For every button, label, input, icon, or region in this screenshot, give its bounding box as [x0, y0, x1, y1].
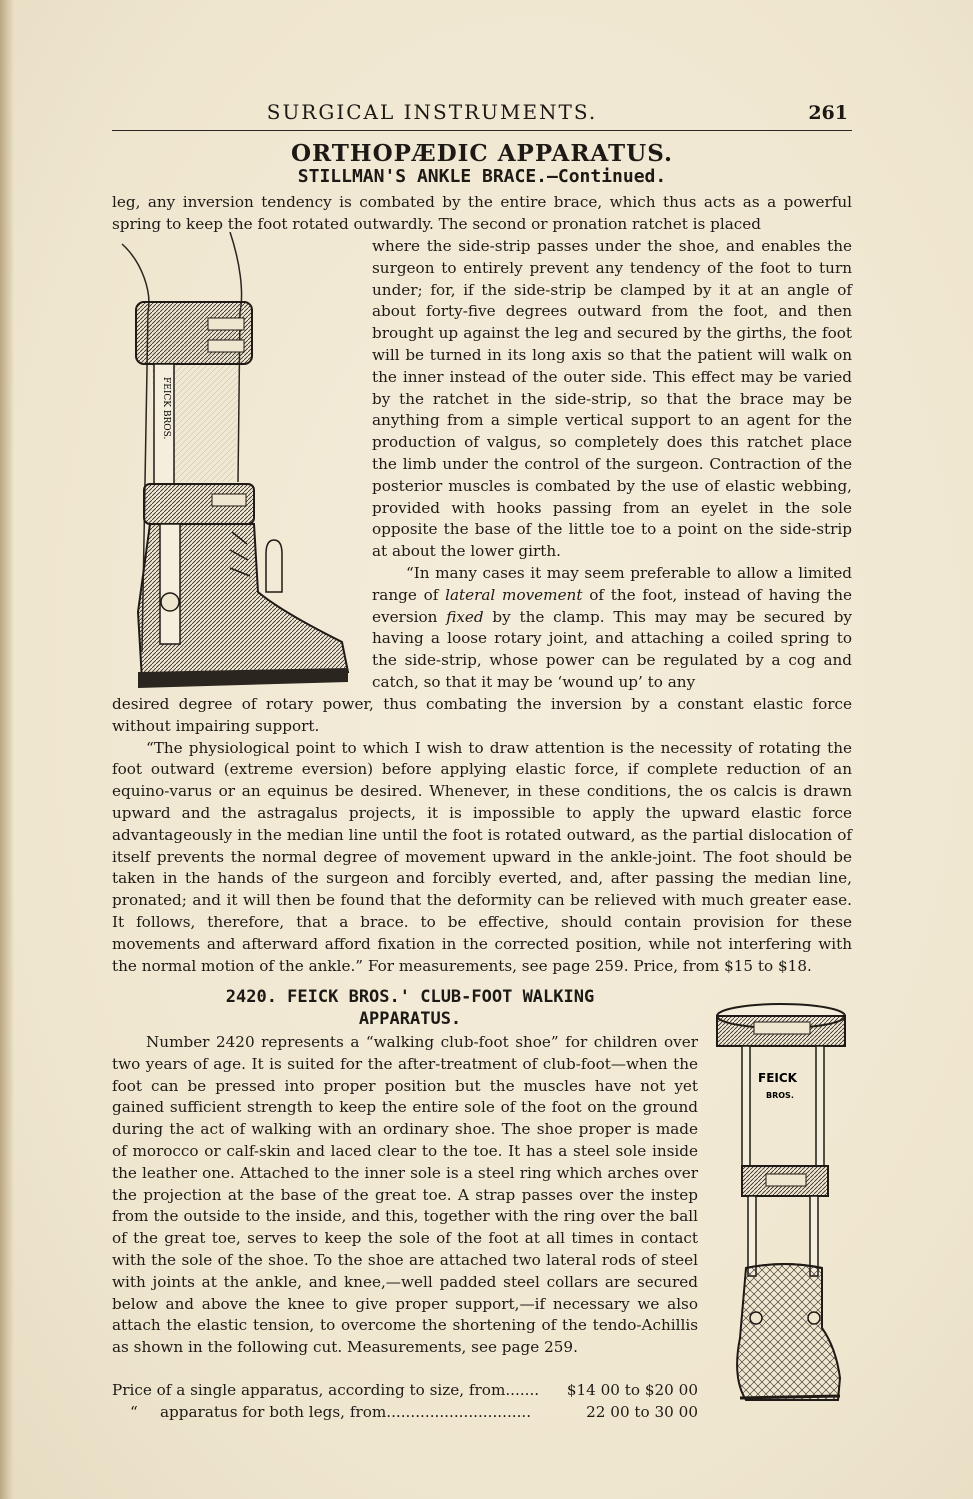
book-binding-edge — [0, 0, 14, 1499]
apparatus-maker-mark: FEICK — [758, 1071, 797, 1085]
clubfoot-apparatus-illustration — [706, 998, 856, 1408]
subsection-title: STILLMAN'S ANKLE BRACE.—Continued. — [297, 166, 667, 187]
item-description-text: Number 2420 represents a “walking club-foot shoe” for children over two years of age. It is suited for the after-treatment of club-foot—when the foot can be pressed into proper position but the muscles have not yet gained sufficient strength to keep the entire sole of the foot on the ground during the act of walking with an ordinary shoe. The shoe proper is made of morocco or calf-skin and laced clear to the toe. It has a steel sole inside the leather one. Attached to the inner sole is a steel ring which arches over the projection at the base of the great toe. A strap passes over the instep from the outside to the inside, and this, together with the ring over the ball of the great toe, serves to keep the sole of the foot at all times in contact with the sole of the shoe. To the shoe are attached two lateral rods of steel with joints at the ankle, and knee,—well padded steel collars are secured below and above the knee to give proper support,—if necessary we also attach the elastic tension, to overcome the shortening of the tendo-Achillis as shown in the following cut. Measurements, see page 259. — [112, 1033, 698, 1357]
paragraph-beside-brace — [372, 236, 852, 694]
paragraph-continued-text: desired degree of rotary power, thus combating the inversion by a constant elastic force without impairing support. — [112, 695, 852, 735]
emphasis-fixed: fixed — [446, 607, 484, 626]
section-title: ORTHOPÆDIC APPARATUS. — [290, 140, 673, 167]
paragraph-beside-brace-text: where the side-strip passes under the shoe, and enables the surgeon to entirely prevent any tendency of the foot to turn under; for, if the side-strip be clamped by it at an angle of about forty-five degrees outward from the foot, and then brought up against the leg and secured by the girths, the foot will be turned in its long axis so that the patient will walk on the inner instead of the outer side. This effect may be varied by the ratchet in the side-strip, so that the brace may be anything from a simple vertical support to an agent for the production of valgus, so completely does this ratchet place the limb under the control of the surgeon. Contraction of the posterior muscles is combated by the use of elastic webbing, provided with hooks passing from an eyelet in the sole opposite the base of the little toe to a point on the side-strip at about the lower girth. — [372, 237, 852, 561]
paragraph-continued — [112, 694, 852, 977]
quote-paragraph — [372, 563, 852, 694]
ditto-mark: “ — [130, 1403, 138, 1421]
price-amount-single: $14 00 to $20 00 — [566, 1381, 698, 1399]
running-header — [112, 100, 852, 131]
apparatus-maker-mark-sub: BROS. — [766, 1091, 794, 1100]
ankle-brace-illustration — [112, 232, 362, 702]
paragraph-intro — [112, 192, 852, 236]
quote-text-3: by the clamp. This may may be secured by having a loose rotary joint, and attaching a coiled spring to the side-strip, whose power can be regulated by a cog and catch, so that it may be ‘wound up’ to any — [372, 607, 852, 691]
paragraph-intro-text: leg, any inversion tendency is combated by the entire brace, which thus acts as a powerful spring to keep the foot rotated outwardly. The second or pronation ratchet is placed — [112, 193, 852, 233]
item-title-line-1: 2420. FEICK BROS.' CLUB-FOOT WALKING — [225, 987, 595, 1007]
price-label-single: Price of a single apparatus, according to size, from....... — [112, 1381, 540, 1399]
quote-text-2: of the foot, instead of having the eversion — [372, 585, 852, 626]
item-description — [112, 1032, 698, 1359]
page-number: 261 — [808, 102, 848, 124]
price-amount-both: 22 00 to 30 00 — [586, 1403, 698, 1421]
paragraph-physiological: “The physiological point to which I wish to draw attention is the necessity of rotating the foot outward (extreme eversion) before applying elastic force, if complete reduction of an equino-varus or an equinus be desired. Whenever, in these conditions, the os calcis is drawn upward and the astragalus projects, it is impossible to apply the upward elastic force advantageously in the median line until the foot is rotated outward, as the partial dislocation of itself prevents the normal degree of movement upward in the ankle-joint. The foot should be taken in the hands of the surgeon and forcibly everted, and, after passing the median line, pronated; and it will then be found that the deformity can be relieved with much greater ease. It follows, therefore, that a brace. to be effective, should contain provision for these movements and afterward afford fixation in the corrected position, while not interfering with the normal motion of the ankle.” For measurements, see page 259. Price, from $15 to $18. — [112, 738, 852, 975]
quote-text-1: “In many cases it may seem preferable to allow a limited range of — [372, 563, 852, 604]
emphasis-lateral: lateral movement — [445, 585, 583, 604]
price-label-both: apparatus for both legs, from.............................. — [160, 1403, 532, 1421]
running-title: SURGICAL INSTRUMENTS. — [266, 100, 598, 124]
brace-maker-mark: FEICK BROS. — [161, 377, 171, 440]
item-title — [112, 986, 708, 1030]
item-title-line-2: APPARATUS. — [358, 1009, 462, 1029]
